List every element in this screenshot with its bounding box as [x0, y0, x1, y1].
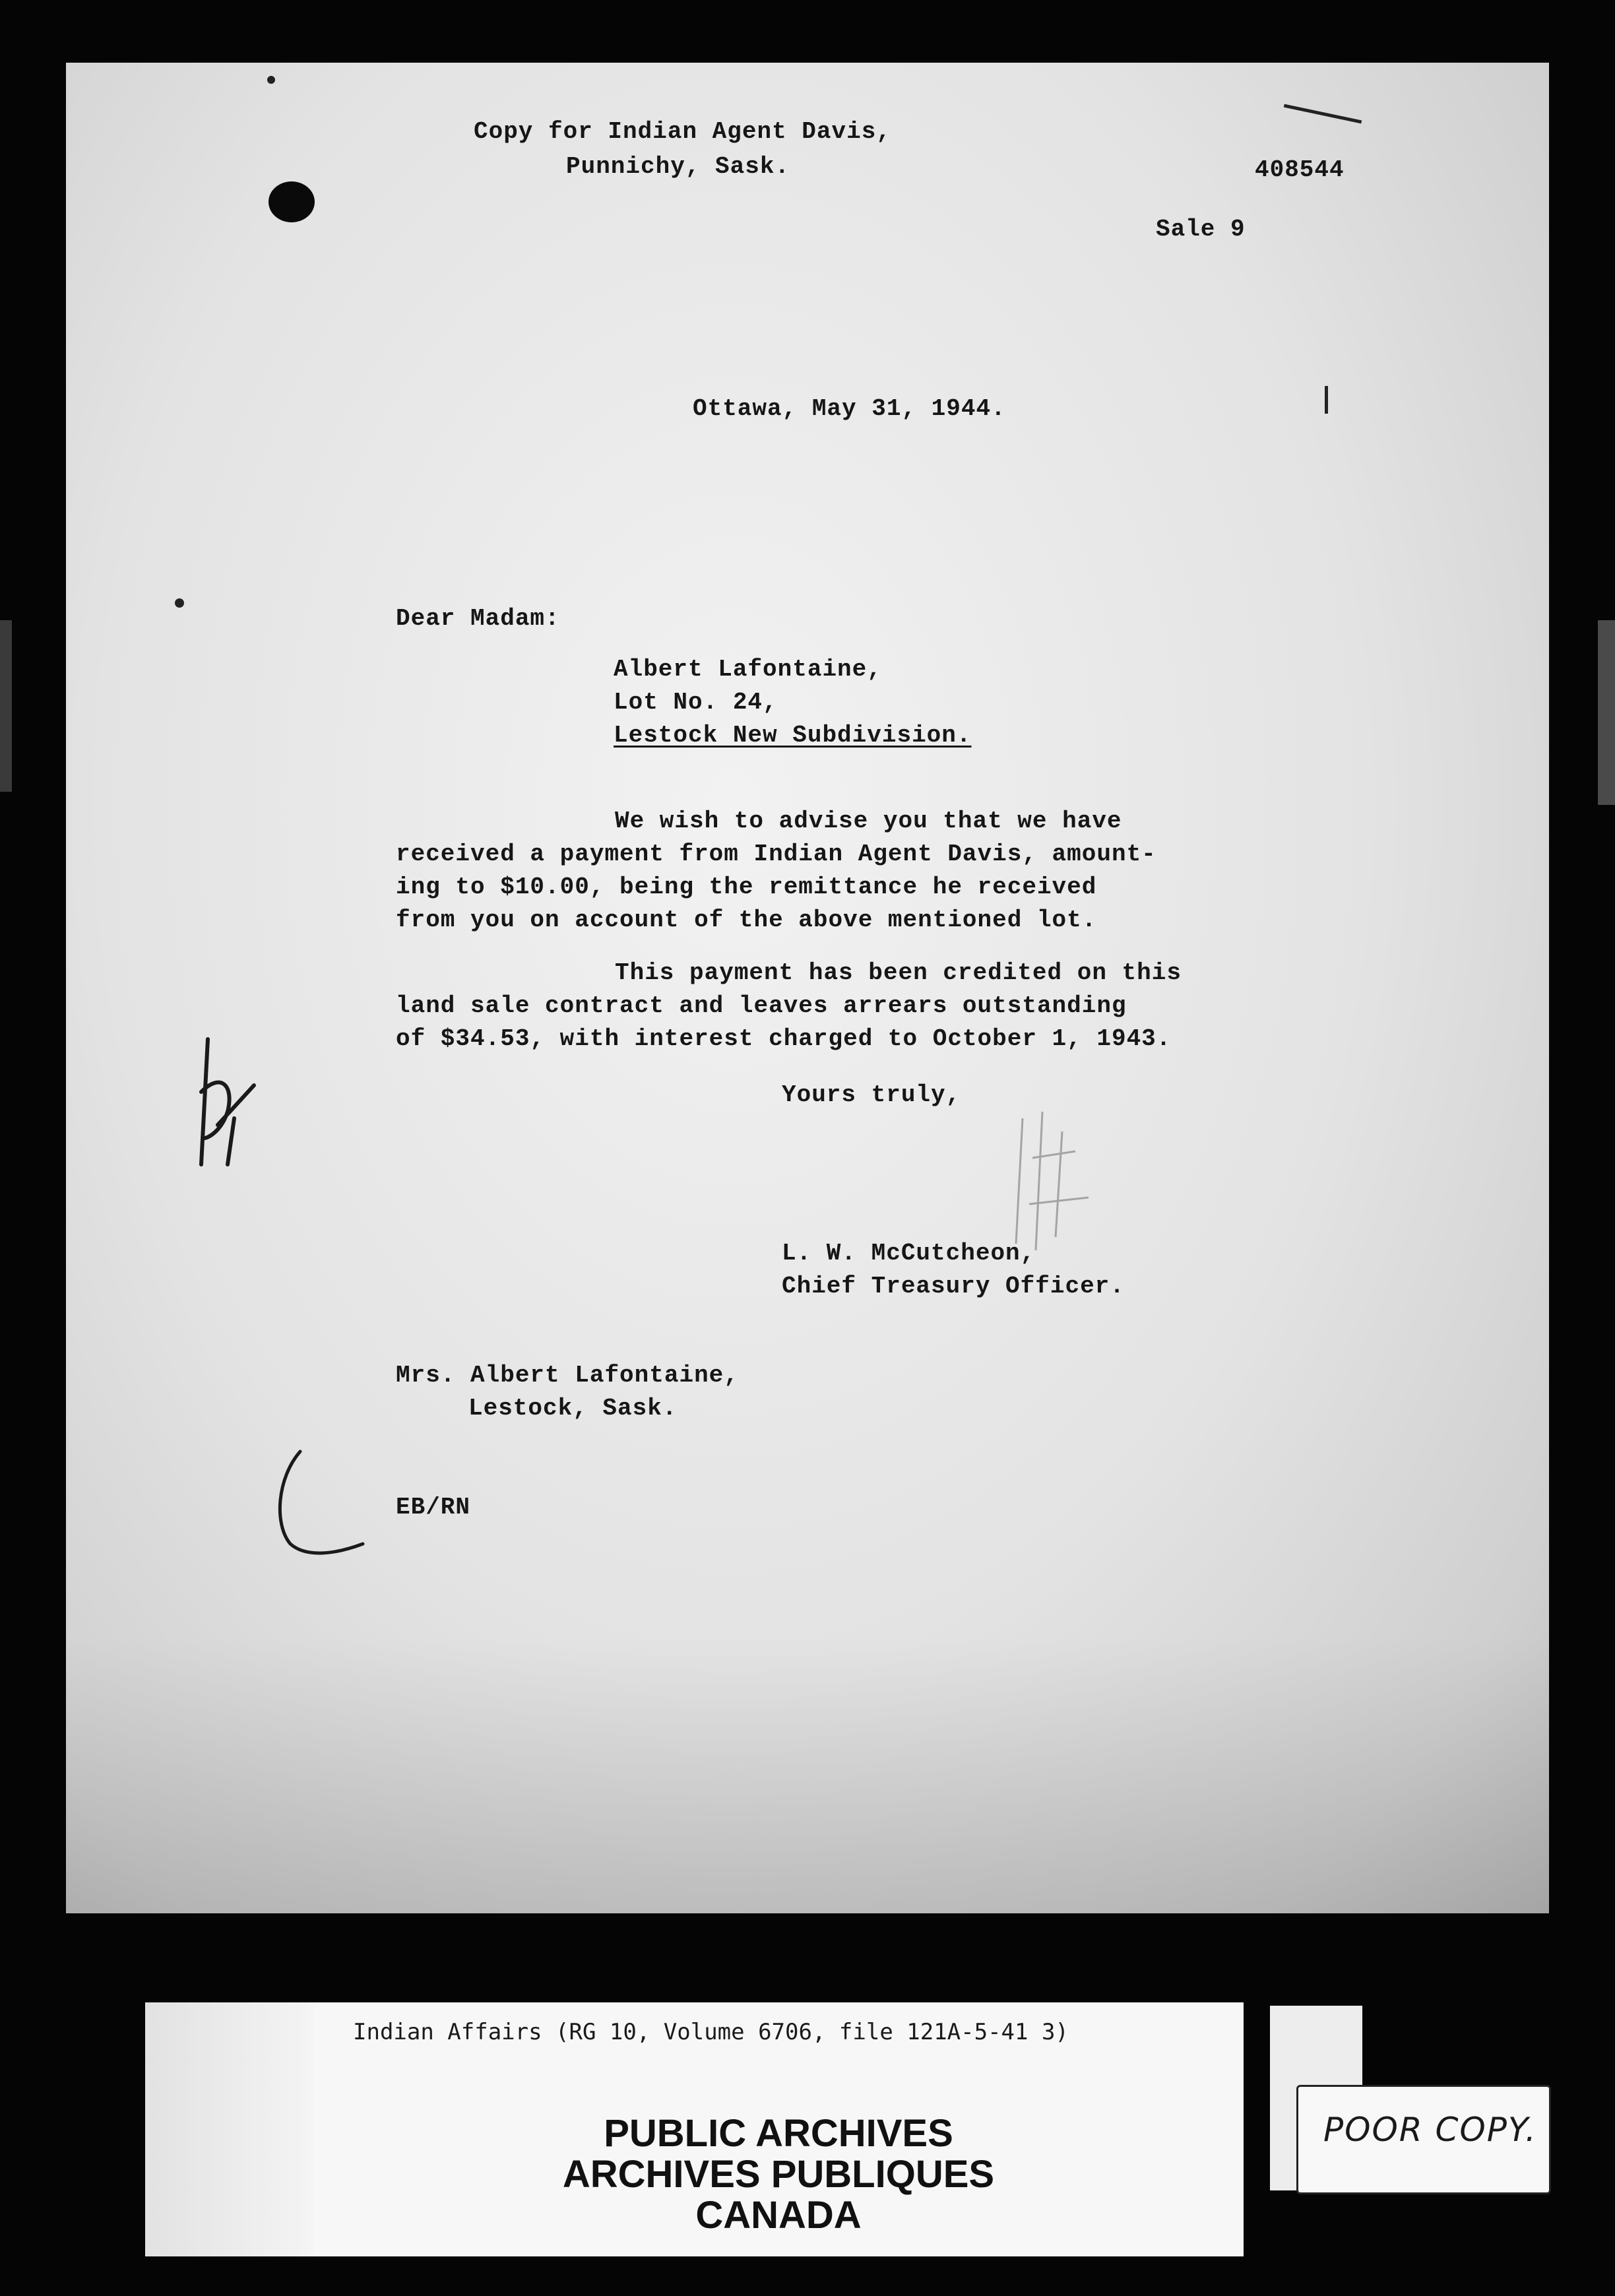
- paragraph-2-line: land sale contract and leaves arrears outstanding: [396, 992, 1127, 1019]
- paragraph-2-line: of $34.53, with interest charged to October 1, 1943.: [396, 1025, 1172, 1052]
- margin-mark: [267, 76, 275, 84]
- handwritten-initial: [181, 1033, 261, 1178]
- archive-name-fr: ARCHIVES PUBLIQUES: [562, 2153, 995, 2196]
- poor-copy-note: [1296, 2085, 1551, 2194]
- paragraph-1-line: received a payment from Indian Agent Davis, amount-: [396, 841, 1156, 868]
- recipient-line: Lestock, Sask.: [468, 1395, 678, 1422]
- subject-line: Lestock New Subdivision.: [614, 722, 972, 749]
- ink-blob: [269, 181, 315, 222]
- archive-name-en: PUBLIC ARCHIVES: [604, 2112, 953, 2155]
- file-number: 408544: [1255, 156, 1345, 183]
- recipient-line: Mrs. Albert Lafontaine,: [396, 1362, 739, 1389]
- archive-label: [313, 2002, 1244, 2256]
- letter-date: Ottawa, May 31, 1944.: [693, 395, 1006, 422]
- signature-name: L. W. McCutcheon,: [782, 1240, 1036, 1267]
- film-edge-right: [1598, 620, 1615, 805]
- label-backing-left: [145, 2002, 313, 2256]
- margin-mark: [175, 598, 184, 608]
- sale-number: Sale 9: [1156, 216, 1246, 243]
- film-edge-left: [0, 620, 12, 792]
- salutation: Dear Madam:: [396, 605, 560, 632]
- paragraph-1-line: from you on account of the above mentioned lot.: [396, 907, 1097, 934]
- paragraph-1-line: We wish to advise you that we have: [615, 808, 1122, 835]
- copy-line-1: Copy for Indian Agent Davis,: [474, 118, 891, 145]
- typist-initials: EB/RN: [396, 1494, 471, 1521]
- page-shadow: [66, 1636, 1549, 1913]
- archive-reference: Indian Affairs (RG 10, Volume 6706, file 121A-5-41 3): [353, 2019, 1069, 2045]
- letter-page: [66, 63, 1549, 1913]
- subject-line: Lot No. 24,: [614, 689, 778, 716]
- poor-copy-text: POOR COPY.: [1323, 2111, 1537, 2149]
- paragraph-1-line: ing to $10.00, being the remittance he received: [396, 874, 1097, 901]
- pencil-mark: [1325, 386, 1328, 414]
- archive-country: CANADA: [695, 2194, 862, 2237]
- paragraph-2-line: This payment has been credited on this: [615, 959, 1182, 986]
- copy-line-2: Punnichy, Sask.: [566, 153, 790, 180]
- signature-title: Chief Treasury Officer.: [782, 1273, 1125, 1300]
- closing: Yours truly,: [782, 1081, 961, 1108]
- handwritten-bracket: [270, 1445, 376, 1564]
- subject-line: Albert Lafontaine,: [614, 656, 882, 683]
- faint-pencil-scribble: [996, 1105, 1128, 1263]
- ink-scratch: [1284, 104, 1362, 124]
